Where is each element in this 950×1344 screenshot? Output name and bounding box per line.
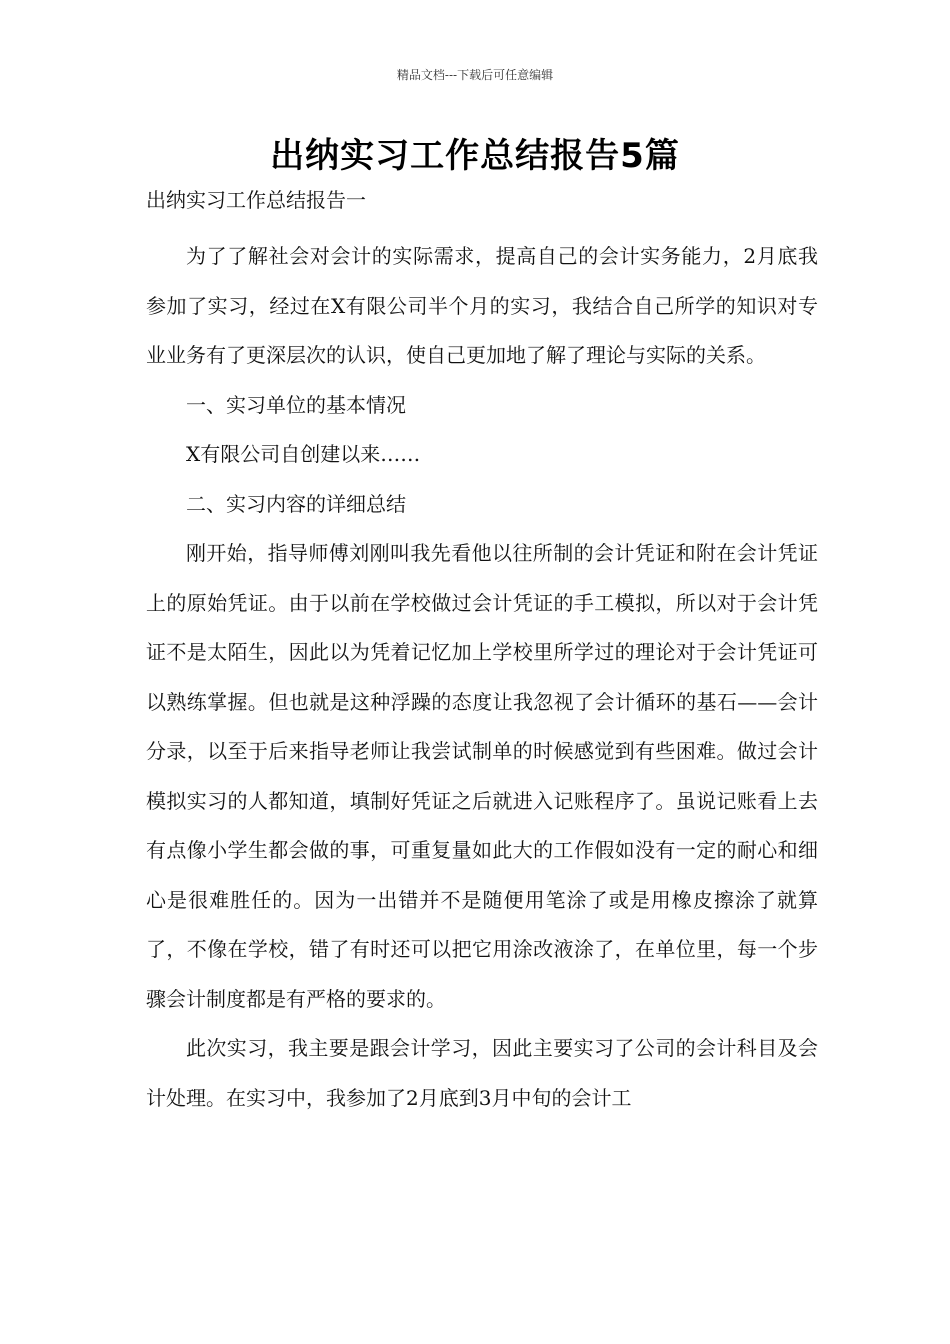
section-heading: 出纳实习工作总结报告一 [146,188,366,212]
paragraph: 刚开始，指导师傅刘刚叫我先看他以往所制的会计凭证和附在会计凭证上的原始凭证。由于以前在学校做过会计凭证的手工模拟，所以对于会计凭证不是太陌生，因此以为凭着记忆加上学校里所学过的理论对于会计凭证可以熟练掌握。但也就是这种浮躁的态度让我忽视了会计循环的基石——会计分录，以至于后来指导老师让我尝试制单的时候感觉到有些困难。做过会计模拟实习的人都知道，填制好凭证之后就进入记账程序了。虽说记账看上去有点像小学生都会做的事，可重复量如此大的工作假如没有一定的耐心和细心是很难胜任的。因为一出错并不是随便用笔涂了或是用橡皮擦涂了就算了，不像在学校，错了有时还可以把它用涂改液涂了，在单位里，每一个步骤会计制度都是有严格的要求的。 [146,541,818,1011]
paragraph: 一、实习单位的基本情况 [186,392,406,417]
page-header: 精品文档---下载后可任意编辑 [396,68,554,82]
paragraph: X有限公司自创建以来…… [186,442,421,466]
paragraph: 二、实习内容的详细总结 [186,491,406,516]
paragraph: 此次实习，我主要是跟会计学习，因此主要实习了公司的会计科目及会计处理。在实习中，我参加了2月底到3月中旬的会计工 [146,1036,818,1110]
document-title: 出纳实习工作总结报告5篇 [270,136,680,176]
body-text [146,232,818,1123]
paragraph: 为了了解社会对会计的实际需求，提高自己的会计实务能力，2月底我参加了实习，经过在X有限公司半个月的实习，我结合自己所学的知识对专业业务有了更深层次的认识，使自己更加地了解了理论与实际的关系。 [146,244,818,367]
